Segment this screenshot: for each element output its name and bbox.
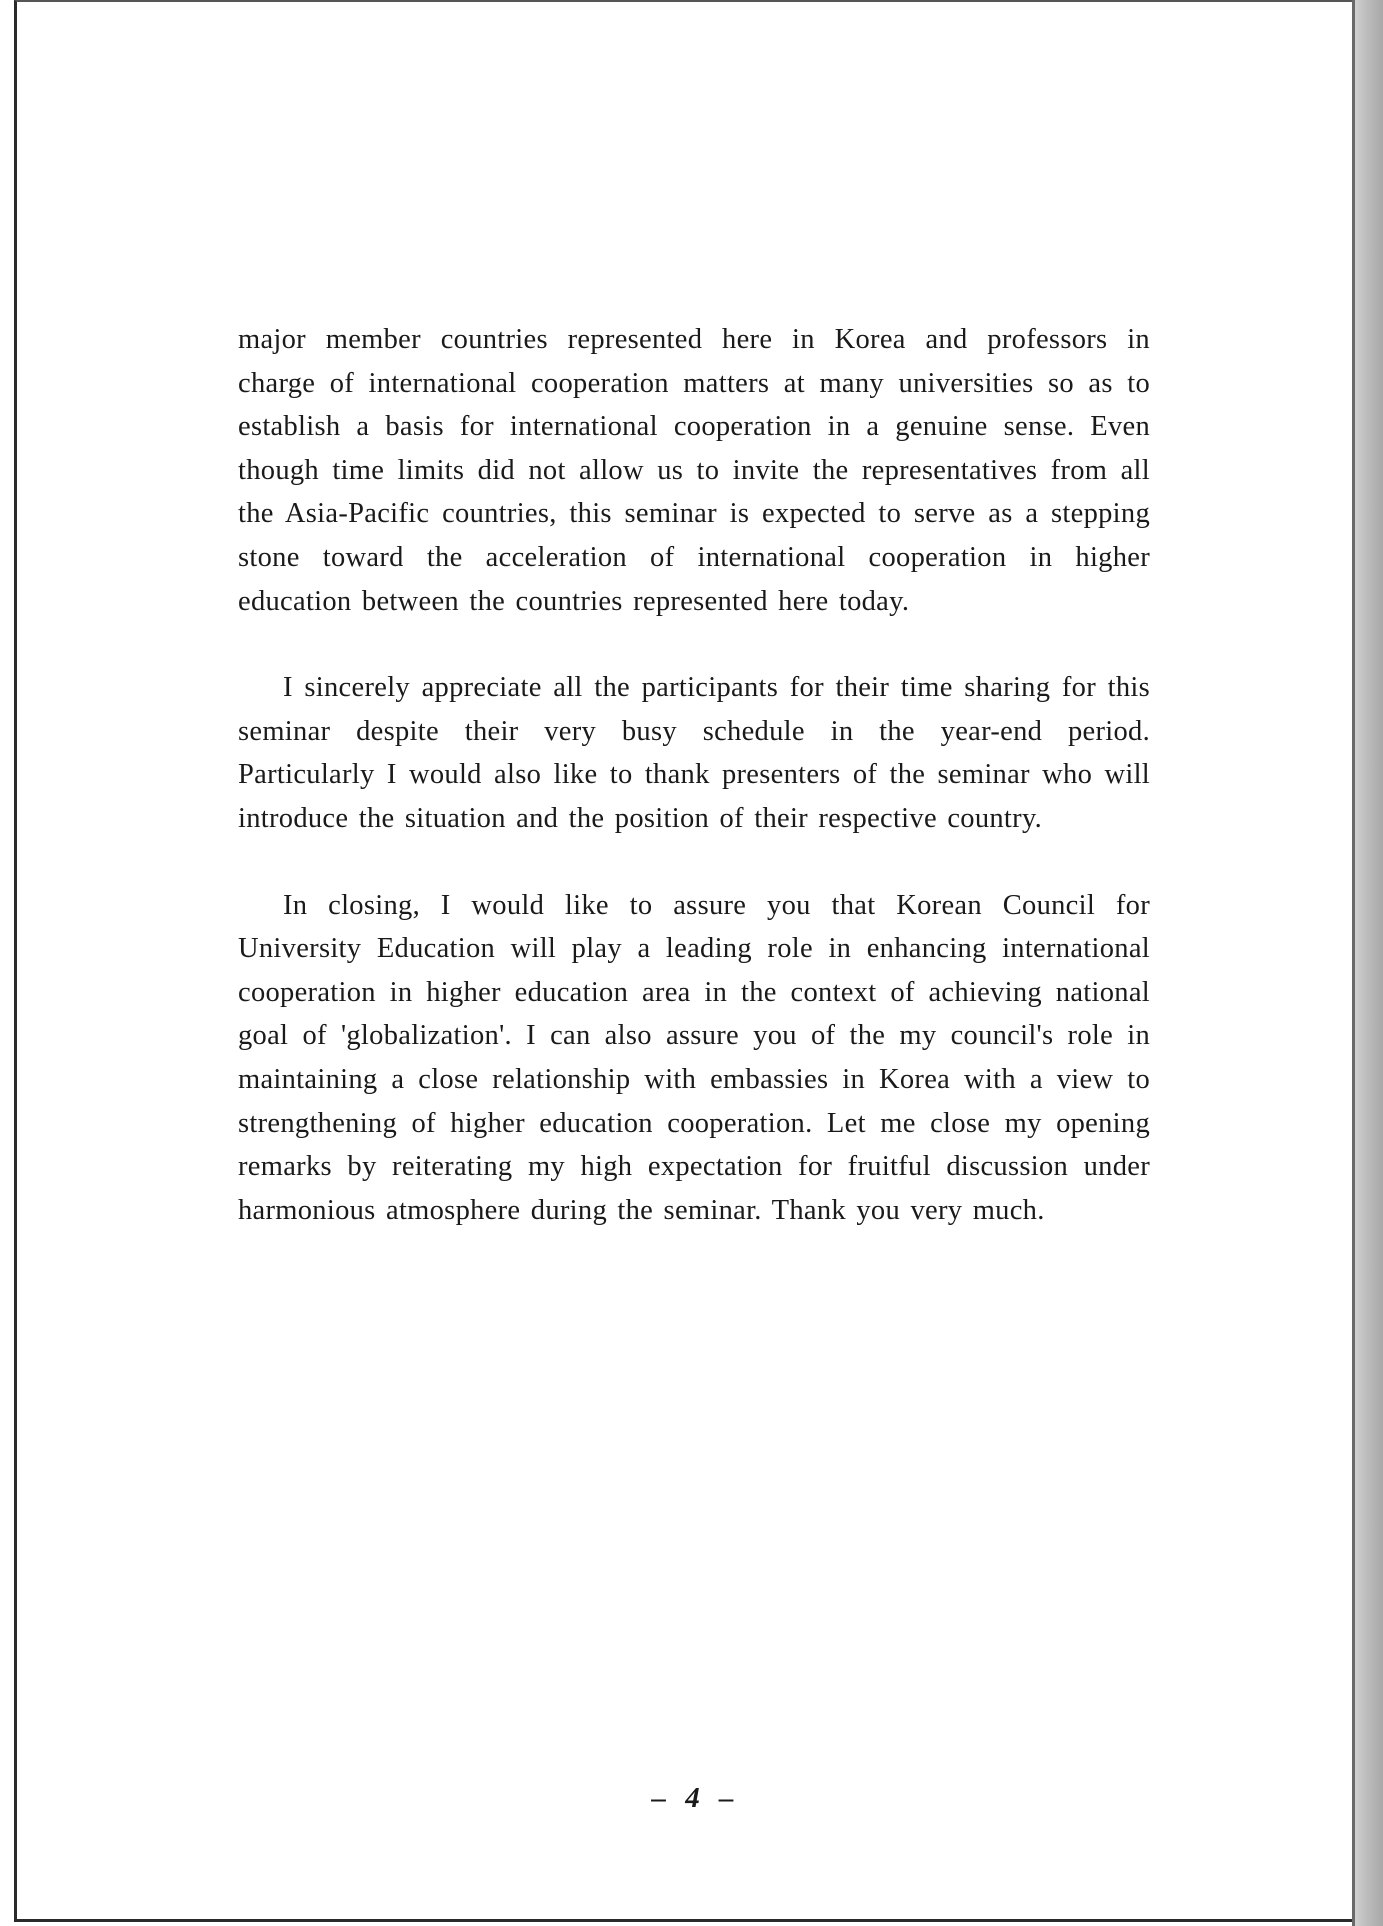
paragraph-1: major member countries represented here in Korea and professors in charge of international cooperation matters at many universities so as to establish a basis for international cooperation in a genuine sense. Even though time limits did not allow us to invite the representatives from all the Asia-Pacific countries, this seminar is expected to serve as a stepping stone toward the acceleration of international cooperation in higher education between the countries represented here today. (238, 324, 1150, 617)
page-shadow (1355, 0, 1383, 1926)
document-body (238, 318, 1150, 1232)
page-number: – 4 – (651, 1782, 740, 1814)
paragraph-2: I sincerely appreciate all the participants for their time sharing for this seminar despite their very busy schedule in the year-end period. Particularly I would also like to thank presenters of the seminar who will introduce the situation and the position of their respective country. (238, 672, 1150, 834)
paragraph-3: In closing, I would like to assure you that Korean Council for University Education will play a leading role in enhancing international cooperation in higher education area in the context of achieving national goal of 'globalization'. I can also assure you of the my council's role in maintaining a close relationship with embassies in Korea with a view to strengthening of higher education cooperation. Let me close my opening remarks by reiterating my high expectation for fruitful discussion under harmonious atmosphere during the seminar. Thank you very much. (238, 889, 1150, 1226)
